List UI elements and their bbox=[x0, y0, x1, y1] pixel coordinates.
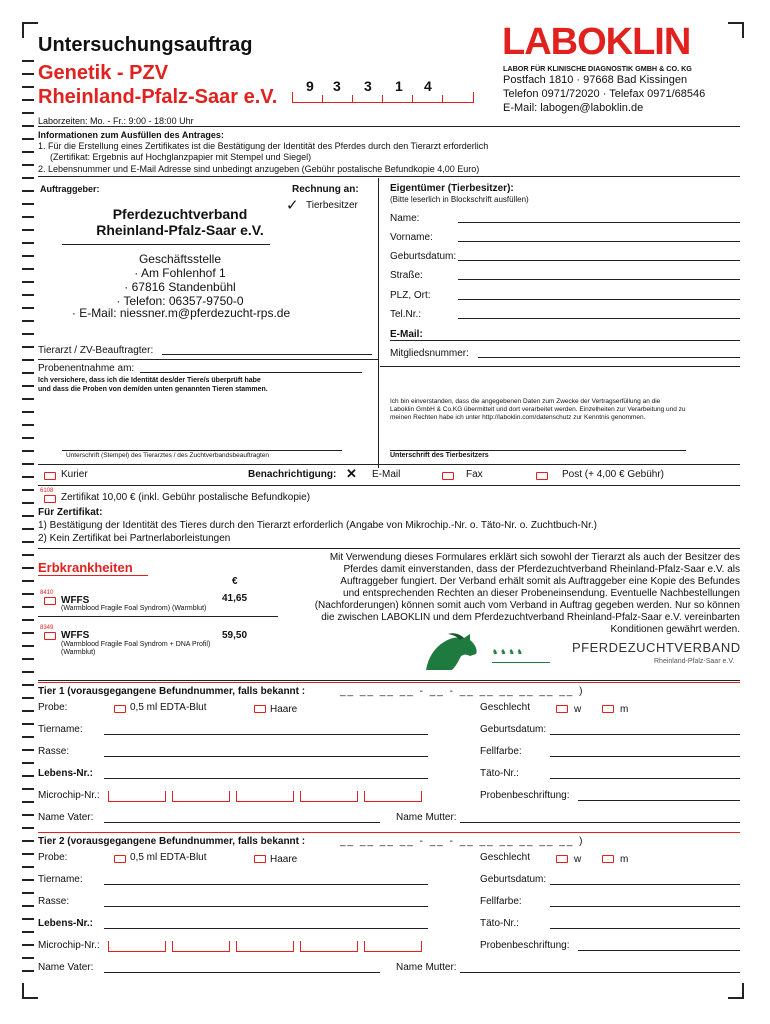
animal-dob-label: Geburtsdatum: bbox=[480, 724, 547, 735]
form-digit: 9 bbox=[306, 78, 314, 94]
consent-block-line: Konditionen gewährt werden. bbox=[610, 624, 740, 635]
owner-firstname-field[interactable] bbox=[458, 241, 740, 242]
scan-mark bbox=[22, 840, 34, 842]
animal-tattoo-label: Täto-Nr.: bbox=[480, 918, 519, 929]
declaration-line-1: Ich versichere, dass ich die Identität des/der Tiere/s überprüft habe bbox=[38, 377, 261, 384]
owner-email-label: E-Mail: bbox=[390, 329, 423, 340]
consent-block-line: Auftraggeber fungiert. Der Verband erhält somit als Auftraggeber eine Kopie des Befundes bbox=[340, 576, 740, 587]
animal-life-field[interactable] bbox=[104, 928, 428, 929]
scan-mark bbox=[22, 775, 34, 777]
edta-checkbox[interactable] bbox=[114, 855, 126, 863]
scan-mark bbox=[22, 957, 34, 959]
scan-mark bbox=[22, 216, 34, 218]
microchip-box[interactable] bbox=[236, 791, 294, 802]
vet-label: Tierarzt / ZV-Beauftragter: bbox=[38, 345, 154, 356]
corner-mark-bl bbox=[22, 983, 38, 999]
hair-checkbox[interactable] bbox=[254, 705, 266, 713]
certificate-option: Zertifikat 10,00 € (inkl. Gebühr postalische Befundkopie) bbox=[61, 492, 311, 503]
scan-mark bbox=[22, 372, 34, 374]
scan-mark bbox=[22, 437, 34, 439]
lab-phone: Telefon 0971/72020 · Telefax 0971/68546 bbox=[503, 88, 706, 100]
microchip-box[interactable] bbox=[300, 791, 358, 802]
owner-city-label: PLZ, Ort: bbox=[390, 290, 431, 301]
test-desc: (Warmblood Fragile Foal Syndrom) (Warmblut) bbox=[61, 605, 207, 612]
male-label: m bbox=[620, 854, 629, 865]
invoice-label: Rechnung an: bbox=[292, 184, 359, 195]
test-name: WFFS bbox=[61, 630, 90, 641]
scan-mark bbox=[22, 73, 34, 75]
scan-mark bbox=[22, 905, 34, 907]
lab-hours: Laborzeiten: Mo. - Fr.: 9:00 - 18:00 Uhr bbox=[38, 116, 194, 126]
scan-mark bbox=[22, 333, 34, 335]
scan-mark bbox=[22, 99, 34, 101]
animal-separator bbox=[38, 832, 740, 833]
scan-mark bbox=[22, 606, 34, 608]
male-checkbox[interactable] bbox=[602, 705, 614, 713]
animal-tattoo-label: Täto-Nr.: bbox=[480, 768, 519, 779]
test-code: 8349 bbox=[40, 625, 54, 631]
owner-heading: Eigentümer (Tierbesitzer): bbox=[390, 183, 514, 194]
corner-mark-tr bbox=[728, 22, 744, 38]
certificate-line-1: 1) Bestätigung der Identität des Tieres durch den Tierarzt erforderlich (Angabe von Mikrochip.-Nr. o. Täto-Nr. o. Zuchtbuch-Nr.) bbox=[38, 520, 597, 531]
scan-mark bbox=[22, 515, 34, 517]
scan-mark bbox=[22, 879, 34, 881]
scan-mark bbox=[22, 346, 34, 348]
animal-father-field[interactable] bbox=[104, 822, 380, 823]
scan-mark bbox=[22, 710, 34, 712]
scan-mark bbox=[22, 749, 34, 751]
scan-mark bbox=[22, 918, 34, 920]
hair-label: Haare bbox=[270, 854, 298, 865]
animal-label-label: Probenbeschriftung: bbox=[480, 940, 570, 951]
edta-checkbox[interactable] bbox=[114, 705, 126, 713]
scan-mark bbox=[22, 866, 34, 868]
notify-post: Post (+ 4,00 € Gebühr) bbox=[562, 469, 665, 480]
horse-logo-icon bbox=[420, 630, 480, 672]
scan-mark bbox=[22, 281, 34, 283]
lab-email: E-Mail: labogen@laboklin.de bbox=[503, 102, 644, 114]
vet-signature-label: Unterschrift (Stempel) des Tierarztes / des Zuchtverbandsbeauftragten bbox=[66, 452, 270, 459]
vet-signature-field[interactable] bbox=[62, 450, 342, 451]
sample-label: Probe: bbox=[38, 702, 68, 713]
animal-mother-label: Name Mutter: bbox=[396, 812, 457, 823]
sex-label: Geschlecht bbox=[480, 702, 531, 713]
form-digit: 1 bbox=[395, 78, 403, 94]
animal-father-label: Name Vater: bbox=[38, 812, 94, 823]
microchip-box[interactable] bbox=[236, 941, 294, 952]
microchip-box[interactable] bbox=[172, 941, 230, 952]
animal-breed-label: Rasse: bbox=[38, 746, 70, 757]
owner-signature-label: Unterschrift des Tierbesitzers bbox=[390, 452, 489, 459]
animal-dob-field[interactable] bbox=[550, 884, 740, 885]
pzv-logo-name: PFERDEZUCHTVERBAND bbox=[572, 640, 741, 655]
scan-mark bbox=[22, 762, 34, 764]
scan-mark bbox=[22, 229, 34, 231]
animal-dob-label: Geburtsdatum: bbox=[480, 874, 547, 885]
microchip-box[interactable] bbox=[172, 791, 230, 802]
animal-mother-field[interactable] bbox=[460, 972, 740, 973]
certificate-checkbox[interactable] bbox=[44, 495, 56, 503]
animal-life-label: Lebens-Nr.: bbox=[38, 768, 94, 779]
scan-mark bbox=[22, 658, 34, 660]
scan-mark bbox=[22, 203, 34, 205]
scan-mark bbox=[22, 814, 34, 816]
corner-mark-br bbox=[728, 983, 744, 999]
consent-block-line: und entsprechenden Rechten an dieser Probeneinsendung. Eventuelle Nachbestellungen bbox=[343, 588, 740, 599]
certificate-line-2: 2) Kein Zertifikat bei Partnerlaborleistungen bbox=[38, 533, 231, 544]
animal-chip-label: Microchip-Nr.: bbox=[38, 940, 100, 951]
scan-mark bbox=[22, 853, 34, 855]
scan-mark bbox=[22, 567, 34, 569]
client-label: Auftraggeber: bbox=[40, 184, 100, 194]
male-checkbox[interactable] bbox=[602, 855, 614, 863]
microchip-box[interactable] bbox=[108, 791, 166, 802]
client-addr-5: · E-Mail: niessner.m@pferdezucht-rps.de bbox=[71, 306, 291, 320]
notify-fax: Fax bbox=[466, 469, 483, 480]
certificate-heading: Für Zertifikat: bbox=[38, 507, 103, 518]
scan-mark bbox=[22, 294, 34, 296]
owner-email-field[interactable] bbox=[390, 340, 740, 341]
edta-label: 0,5 ml EDTA-Blut bbox=[130, 702, 207, 713]
scan-mark bbox=[22, 125, 34, 127]
hair-checkbox[interactable] bbox=[254, 855, 266, 863]
animal-mother-field[interactable] bbox=[460, 822, 740, 823]
animal-label-field[interactable] bbox=[578, 800, 740, 801]
owner-street-label: Straße: bbox=[390, 270, 423, 281]
laboklin-logo: LABOKLIN bbox=[502, 21, 691, 63]
scan-mark bbox=[22, 671, 34, 673]
consent-line-1: Ich bin einverstanden, dass die angegebenen Daten zum Zwecke der Vertragserfüllung an die bbox=[390, 398, 661, 405]
animal-name-field[interactable] bbox=[104, 734, 428, 735]
sample-label: Probe: bbox=[38, 852, 68, 863]
scan-mark bbox=[22, 242, 34, 244]
hereditary-heading: Erbkrankheiten bbox=[38, 560, 133, 575]
prior-result-field[interactable]: __ __ __ __ - __ - __ __ __ __ __ __ ) bbox=[340, 836, 585, 847]
scan-mark bbox=[22, 931, 34, 933]
scan-mark bbox=[22, 944, 34, 946]
animal-name-label: Tiername: bbox=[38, 874, 83, 885]
animal-mother-label: Name Mutter: bbox=[396, 962, 457, 973]
scan-mark bbox=[22, 463, 34, 465]
animal-color-label: Fellfarbe: bbox=[480, 746, 522, 757]
scan-mark bbox=[22, 619, 34, 621]
female-label: w bbox=[574, 854, 582, 865]
female-label: w bbox=[574, 704, 582, 715]
form-title: Untersuchungsauftrag bbox=[38, 34, 253, 56]
form-subtitle-2: Rheinland-Pfalz-Saar e.V. bbox=[38, 86, 278, 108]
notify-label: Benachrichtigung: bbox=[248, 469, 337, 480]
currency-label: € bbox=[232, 576, 238, 587]
owner-city-field[interactable] bbox=[458, 299, 740, 300]
scan-mark bbox=[22, 268, 34, 270]
animal-heading: Tier 1 (vorausgegangene Befundnummer, falls bekannt : bbox=[38, 686, 306, 697]
owner-name-field[interactable] bbox=[458, 222, 740, 223]
form-digit: 4 bbox=[424, 78, 432, 94]
animal-chip-label: Microchip-Nr.: bbox=[38, 790, 100, 801]
invoice-option: Tierbesitzer bbox=[306, 200, 358, 211]
wffs-profile-checkbox[interactable] bbox=[44, 632, 56, 640]
male-label: m bbox=[620, 704, 629, 715]
owner-signature-field[interactable] bbox=[390, 450, 686, 451]
scan-mark bbox=[22, 827, 34, 829]
client-addr-4: · Telefon: 06357-9750-0 bbox=[116, 294, 244, 308]
microchip-box[interactable] bbox=[108, 941, 166, 952]
scan-mark bbox=[22, 645, 34, 647]
close-icon[interactable]: ✕ bbox=[346, 466, 357, 481]
info-line-3: 2. Lebensnummer und E-Mail Adresse sind unbedingt anzugeben (Gebühr postalische Befundkopie 4,00 Euro) bbox=[38, 164, 480, 174]
animal-breed-field[interactable] bbox=[104, 906, 428, 907]
scan-mark bbox=[22, 632, 34, 634]
checkmark-icon[interactable]: ✓ bbox=[286, 197, 299, 214]
scan-mark bbox=[22, 580, 34, 582]
client-addr-3: · 67816 Standenbühl bbox=[124, 280, 236, 294]
scan-mark bbox=[22, 489, 34, 491]
scan-mark bbox=[22, 476, 34, 478]
info-heading: Informationen zum Ausfüllen des Antrages: bbox=[38, 130, 224, 140]
owner-member-label: Mitgliedsnummer: bbox=[390, 348, 469, 359]
test-name: WFFS bbox=[61, 595, 90, 606]
lab-address: Postfach 1810 · 97668 Bad Kissingen bbox=[503, 74, 688, 86]
consent-line-3: meinen Rechten habe ich unter http://laboklin.com/datenschutz zur Kenntnis genommen. bbox=[390, 414, 646, 421]
form-digit: 3 bbox=[333, 78, 341, 94]
animal-father-field[interactable] bbox=[104, 972, 380, 973]
scan-mark bbox=[22, 554, 34, 556]
scan-mark bbox=[22, 697, 34, 699]
consent-block-line: (Nachforderungen) können somit auch vom Verband in Auftrag gegeben werden. Nur so können bbox=[314, 600, 740, 611]
owner-dob-field[interactable] bbox=[458, 260, 740, 261]
animal-color-field[interactable] bbox=[550, 906, 740, 907]
scan-mark bbox=[22, 255, 34, 257]
sex-label: Geschlecht bbox=[480, 852, 531, 863]
courier-checkbox[interactable] bbox=[44, 472, 56, 480]
lab-tagline: LABOR FÜR KLINISCHE DIAGNOSTIK GMBH & CO. KG bbox=[503, 64, 692, 73]
client-addr-1: Geschäftsstelle bbox=[138, 252, 222, 266]
scan-mark bbox=[22, 801, 34, 803]
scan-mark bbox=[22, 450, 34, 452]
animal-name-field[interactable] bbox=[104, 884, 428, 885]
scan-mark bbox=[22, 320, 34, 322]
animal-heading: Tier 2 (vorausgegangene Befundnummer, falls bekannt : bbox=[38, 836, 306, 847]
scan-mark bbox=[22, 541, 34, 543]
scan-mark bbox=[22, 177, 34, 179]
courier-label: Kurier bbox=[61, 469, 88, 480]
animal-label-field[interactable] bbox=[578, 950, 740, 951]
scan-mark bbox=[22, 736, 34, 738]
pzv-emblem: ♞ ♞ ♞ ♞ bbox=[492, 649, 523, 656]
scan-mark bbox=[22, 86, 34, 88]
scan-mark bbox=[22, 788, 34, 790]
declaration-line-2: und dass die Proben von dem/den unten genannten Tieren stammen. bbox=[38, 386, 268, 393]
info-line-1: 1. Für die Erstellung eines Zertifikates ist die Bestätigung der Identität des Pferdes durch den Tierarzt erforderlich bbox=[38, 141, 489, 151]
scan-mark bbox=[22, 970, 34, 972]
scan-mark bbox=[22, 112, 34, 114]
hair-label: Haare bbox=[270, 704, 298, 715]
certificate-code: 6108 bbox=[40, 488, 54, 494]
owner-hint: (Bitte leserlich in Blockschrift ausfüllen) bbox=[390, 195, 529, 204]
consent-block-line: Pferdes damit einverstanden, dass der Pferdezuchtverband Rheinland-Pfalz-Saar e.V. als bbox=[343, 564, 740, 575]
scan-mark bbox=[22, 307, 34, 309]
scan-mark bbox=[22, 164, 34, 166]
edta-label: 0,5 ml EDTA-Blut bbox=[130, 852, 207, 863]
animal-separator bbox=[38, 682, 740, 683]
scan-mark bbox=[22, 424, 34, 426]
owner-firstname-label: Vorname: bbox=[390, 232, 433, 243]
test-price: 41,65 bbox=[222, 593, 248, 604]
scan-mark bbox=[22, 593, 34, 595]
post-checkbox[interactable] bbox=[536, 472, 548, 480]
animal-color-field[interactable] bbox=[550, 756, 740, 757]
female-checkbox[interactable] bbox=[556, 705, 568, 713]
consent-line-2: Laboklin GmbH & Co.KG übermittelt und dort verarbeitet werden. Einzelheiten zur Verarbeitung und zu bbox=[390, 406, 686, 413]
microchip-box[interactable] bbox=[364, 941, 422, 952]
owner-phone-field[interactable] bbox=[458, 318, 740, 319]
test-code: 8410 bbox=[40, 590, 54, 596]
animal-label-label: Probenbeschriftung: bbox=[480, 790, 570, 801]
scan-mark bbox=[22, 151, 34, 153]
client-name-2: Rheinland-Pfalz-Saar e.V. bbox=[96, 222, 264, 238]
consent-block-line: Mit Verwendung dieses Formulares erklärt sich sowohl der Tierarzt als auch der Besitzer des bbox=[329, 552, 740, 563]
scan-mark bbox=[22, 723, 34, 725]
microchip-box[interactable] bbox=[300, 941, 358, 952]
owner-dob-label: Geburtsdatum: bbox=[390, 251, 457, 262]
animal-breed-label: Rasse: bbox=[38, 896, 70, 907]
fax-checkbox[interactable] bbox=[442, 472, 454, 480]
scan-mark bbox=[22, 385, 34, 387]
animal-father-label: Name Vater: bbox=[38, 962, 94, 973]
corner-mark-tl bbox=[22, 22, 38, 38]
test-desc-2: (Warmblut) bbox=[61, 649, 96, 656]
info-line-2: (Zertifikat: Ergebnis auf Hochglanzpapier mit Stempel und Siegel) bbox=[50, 152, 312, 162]
wffs-checkbox[interactable] bbox=[44, 597, 56, 605]
animal-breed-field[interactable] bbox=[104, 756, 428, 757]
scan-mark bbox=[22, 411, 34, 413]
scan-mark bbox=[22, 502, 34, 504]
animal-life-label: Lebens-Nr.: bbox=[38, 918, 94, 929]
owner-name-label: Name: bbox=[390, 213, 420, 224]
prior-result-field[interactable]: __ __ __ __ - __ - __ __ __ __ __ __ ) bbox=[340, 686, 585, 697]
client-addr-2: · Am Fohlenhof 1 bbox=[134, 266, 226, 280]
scan-mark bbox=[22, 528, 34, 530]
notify-email: E-Mail bbox=[372, 469, 401, 480]
pzv-logo-sub: Rheinland-Pfalz-Saar e.V. bbox=[654, 658, 735, 665]
scan-mark bbox=[22, 60, 34, 62]
animal-dob-field[interactable] bbox=[550, 734, 740, 735]
animal-tattoo-field[interactable] bbox=[550, 778, 740, 779]
client-name-1: Pferdezuchtverband bbox=[112, 206, 248, 222]
form-subtitle-1: Genetik - PZV bbox=[38, 62, 169, 84]
sample-date-field[interactable] bbox=[140, 372, 362, 373]
test-price: 59,50 bbox=[222, 630, 248, 641]
consent-block-line: die zwischen LABOKLIN und dem Pferdezuchtverband Rheinland-Pfalz-Saar e.V. vereinbarten bbox=[321, 612, 740, 623]
owner-member-field[interactable] bbox=[478, 357, 740, 358]
test-desc: (Warmblood Fragile Foal Syndrom + DNA Profil) bbox=[61, 641, 211, 648]
scan-mark bbox=[22, 684, 34, 686]
animal-life-field[interactable] bbox=[104, 778, 428, 779]
form-digit: 3 bbox=[364, 78, 372, 94]
scan-mark bbox=[22, 190, 34, 192]
animal-color-label: Fellfarbe: bbox=[480, 896, 522, 907]
microchip-box[interactable] bbox=[364, 791, 422, 802]
scan-mark bbox=[22, 138, 34, 140]
female-checkbox[interactable] bbox=[556, 855, 568, 863]
owner-street-field[interactable] bbox=[458, 279, 740, 280]
vet-field[interactable] bbox=[162, 354, 372, 355]
sample-date-label: Probenentnahme am: bbox=[38, 363, 135, 374]
animal-tattoo-field[interactable] bbox=[550, 928, 740, 929]
animal-name-label: Tiername: bbox=[38, 724, 83, 735]
scan-mark bbox=[22, 398, 34, 400]
scan-mark bbox=[22, 359, 34, 361]
scan-mark bbox=[22, 892, 34, 894]
owner-phone-label: Tel.Nr.: bbox=[390, 309, 422, 320]
